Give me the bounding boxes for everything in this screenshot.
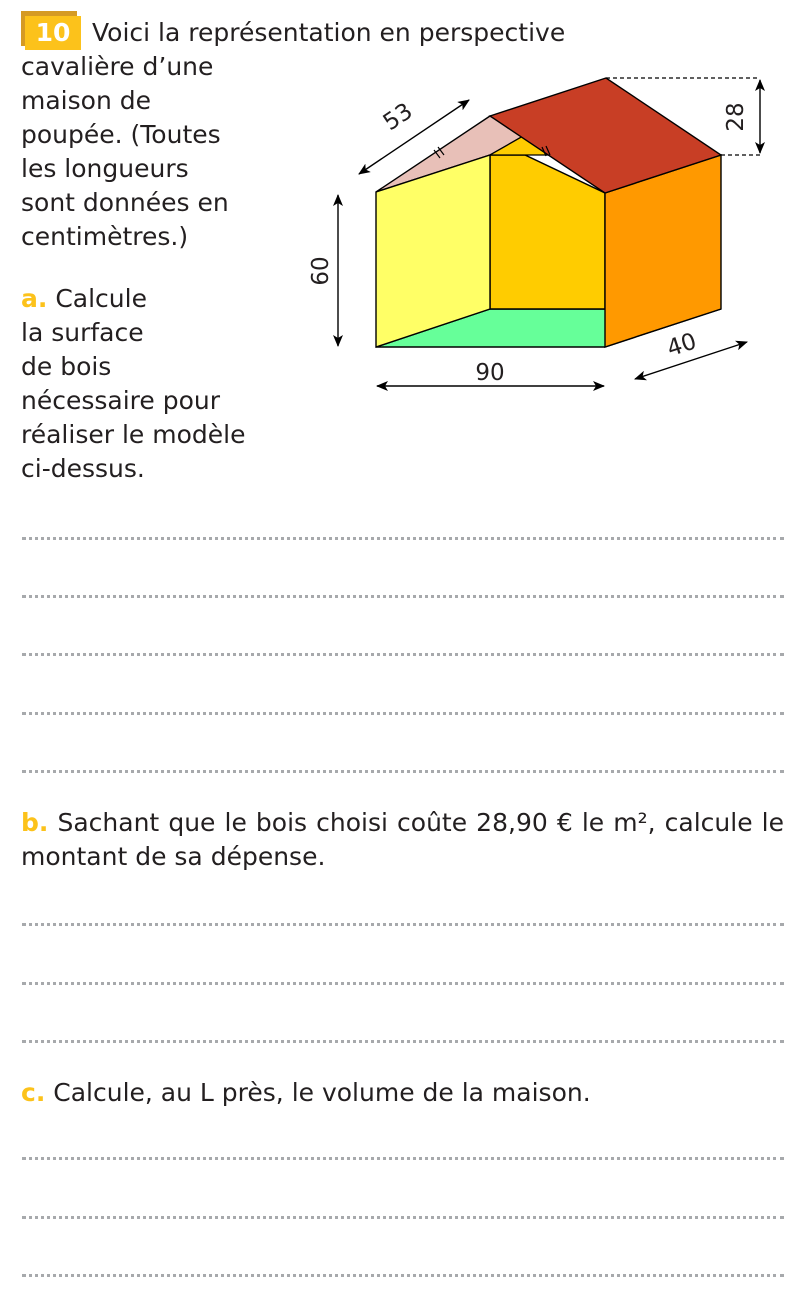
question-a [21,282,245,486]
answer-line-c-2[interactable] [22,1216,784,1219]
dollhouse-figure [300,60,780,410]
dimension-label-roof-height: 28 [723,102,749,132]
question-c-label: c. [21,1078,46,1107]
question-a-text: Calcule la surface de bois nécessaire pour réaliser le modèle ci-dessus. [21,284,246,483]
answer-line-c-1[interactable] [22,1157,784,1160]
answer-line-b-3[interactable] [22,1040,784,1043]
intro-first-line: Voici la représentation en perspective [92,18,566,47]
question-b-text: Sachant que le bois choisi coûte 28,90 € le m², calcule le montant de sa dépense. [21,808,784,871]
answer-line-c-3[interactable] [22,1274,784,1277]
dimension-label-roof-slope: 53 [378,98,418,137]
dimension-label-depth: 40 [663,328,700,363]
question-b [21,806,784,874]
question-c-text: Calcule, au L près, le volume de la maison. [45,1078,591,1107]
exercise-number-badge [21,11,81,51]
answer-line-a-3[interactable] [22,653,784,656]
answer-line-b-1[interactable] [22,923,784,926]
intro-text: cavalière d’une maison de poupée. (Toutes les longueurs sont données en centimètres.) [21,52,229,251]
answer-line-a-1[interactable] [22,537,784,540]
question-c [21,1076,591,1110]
question-b-label: b. [21,808,49,837]
exercise-number: 10 [25,16,81,50]
answer-line-a-2[interactable] [22,595,784,598]
answer-line-b-2[interactable] [22,982,784,985]
dimension-label-width: 90 [475,360,505,386]
answer-line-a-5[interactable] [22,770,784,773]
answer-line-a-4[interactable] [22,712,784,715]
dimension-label-wall-height: 60 [308,256,334,286]
question-a-label: a. [21,284,48,313]
